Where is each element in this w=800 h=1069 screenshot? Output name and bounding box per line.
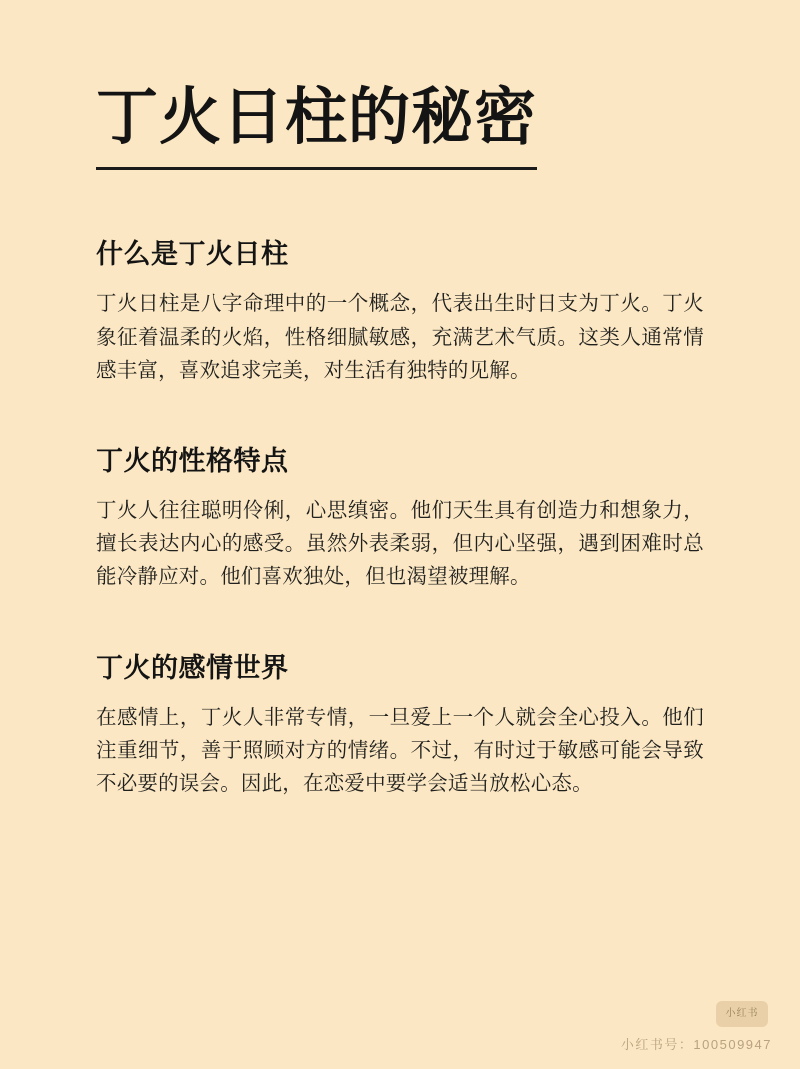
watermark-logo-badge: 小红书	[716, 1001, 768, 1027]
section-body: 丁火日柱是八字命理中的一个概念，代表出生时日支为丁火。丁火象征着温柔的火焰，性格细腻敏感，充满艺术气质。这类人通常情感丰富，喜欢追求完美，对生活有独特的见解。	[96, 292, 704, 382]
section-heading: 丁火的性格特点	[96, 445, 289, 476]
watermark-user-id: 小红书号：100509947	[620, 1037, 772, 1052]
section-body: 丁火人往往聪明伶俐，心思缜密。他们天生具有创造力和想象力，擅长表达内心的感受。虽然外表柔弱，但内心坚强，遇到困难时总能冷静应对。他们喜欢独处，但也渴望被理解。	[96, 498, 704, 589]
sections-container	[96, 232, 704, 800]
section-personality	[96, 439, 704, 594]
section-heading: 什么是丁火日柱	[96, 239, 289, 270]
section-what-is	[96, 232, 704, 387]
section-body: 在感情上，丁火人非常专情，一旦爱上一个人就会全心投入。他们注重细节，善于照顾对方的情绪。不过，有时过于敏感可能会导致不必要的误会。因此，在恋爱中要学会适当放松心态。	[96, 705, 704, 795]
page-title: 丁火日柱的秘密	[96, 82, 537, 170]
section-emotions	[96, 646, 704, 801]
section-heading: 丁火的感情世界	[96, 652, 289, 683]
